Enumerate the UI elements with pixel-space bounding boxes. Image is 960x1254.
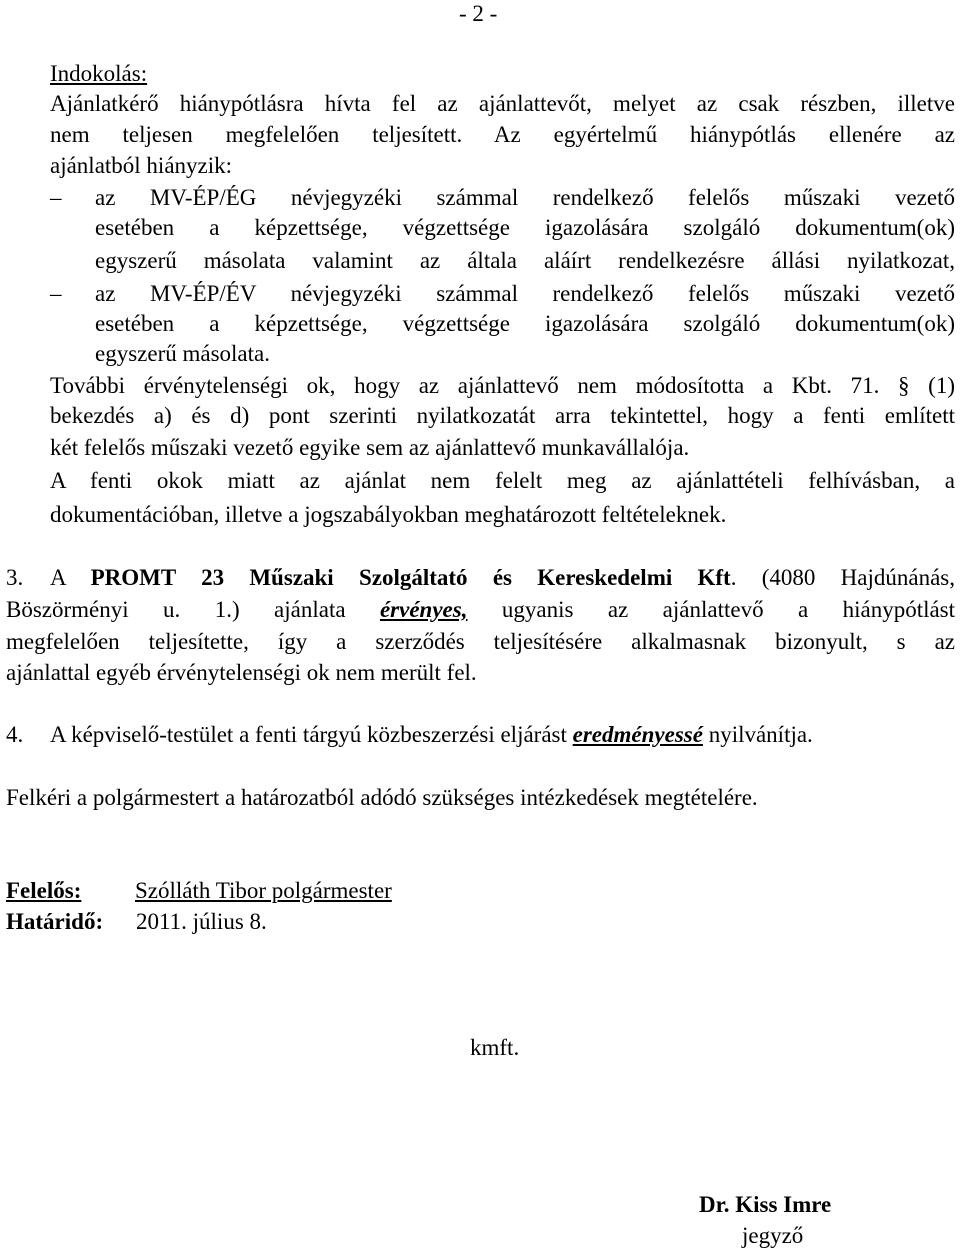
further-reason-line-2: bekezdés a) és d) pont szerinti nyilatkozatát arra tekintettel, hogy a fenti említett [50,403,955,428]
request-text: Felkéri a polgármestert a határozatból adódó szükséges intézkedések megtételére. [6,785,758,810]
point-4-number: 4. [6,722,24,747]
list-item-1-line-1: az MV-ÉP/ÉG névjegyzéki számmal rendelkező felelős műszaki vezető [95,185,955,210]
conclusion-line-2: dokumentációban, illetve a jogszabályokban meghatározott feltételeknek. [50,502,727,527]
kmft-text: kmft. [470,1035,520,1060]
point-3-line-2 [6,595,955,625]
point-3-line-1 [50,563,955,593]
point-3-address-start: . (4080 Hajdúnánás, [730,565,956,590]
list-dash-2: – [50,281,62,306]
list-item-2-line-2: esetében a képzettsége, végzettsége igazolására szolgáló dokumentum(ok) [95,311,955,336]
list-dash-1: – [50,185,62,210]
justification-intro-line-1: Ajánlatkérő hiánypótlásra hívta fel az ajánlattevőt, melyet az csak részben, illetve [50,91,955,116]
point-4-text [50,720,813,750]
list-item-2-line-1: az MV-ÉP/ÉV névjegyzéki számmal rendelkező felelős műszaki vezető [95,281,955,306]
point-3-line-2-start: Böszörményi u. 1.) ajánlata [6,597,346,622]
page-number: - 2 - [459,1,498,26]
further-reason-line-3: két felelős műszaki vezető egyike sem az ajánlattevő munkavállalója. [50,435,690,460]
justification-heading: Indokolás: [50,61,148,86]
point-3-line-2-end: ugyanis az ajánlattevő a hiánypótlást [501,597,956,622]
justification-intro-line-3: ajánlatból hiányzik: [50,153,233,178]
point-3-company-name: PROMT 23 Műszaki Szolgáltató és Kereskedelmi Kft [90,565,731,590]
point-3-prefix: A [50,565,66,590]
conclusion-line-1: A fenti okok miatt az ajánlat nem felelt meg az ajánlattételi felhívásban, a [50,468,955,493]
deadline-label: Határidő: [6,909,104,934]
list-item-1-line-3: egyszerű másolata valamint az általa aláírt rendelkezésre állási nyilatkozat, [95,248,955,273]
point-3-line-4: ajánlattal egyéb érvénytelenségi ok nem merült fel. [6,660,477,685]
signature-name: Dr. Kiss Imre [699,1192,832,1217]
signature-title: jegyző [742,1223,804,1248]
point-4-text-start: A képviselő-testület a fenti tárgyú közbeszerzési eljárást [50,722,567,747]
responsible-name: Szólláth Tibor polgármester [135,878,392,903]
list-item-2-line-3: egyszerű másolata. [95,341,270,366]
list-item-1-line-2: esetében a képzettsége, végzettsége igazolására szolgáló dokumentum(ok) [95,215,955,240]
deadline-date: 2011. július 8. [136,909,267,934]
point-3-valid-word: érvényes, [379,597,468,622]
responsible-label: Felelős: [6,878,82,903]
further-reason-line-1: További érvénytelenségi ok, hogy az ajánlattevő nem módosította a Kbt. 71. § (1) [50,373,955,398]
justification-intro-line-2: nem teljesen megfelelően teljesített. Az egyértelmű hiánypótlás ellenére az [50,122,955,147]
point-4-result-word: eredményessé [572,722,703,747]
point-3-number: 3. [6,565,24,590]
point-3-line-3: megfelelően teljesítette, így a szerződés teljesítésére alkalmasnak bizonyult, s az [6,629,955,654]
point-4-text-end: nyilvánítja. [708,722,813,747]
